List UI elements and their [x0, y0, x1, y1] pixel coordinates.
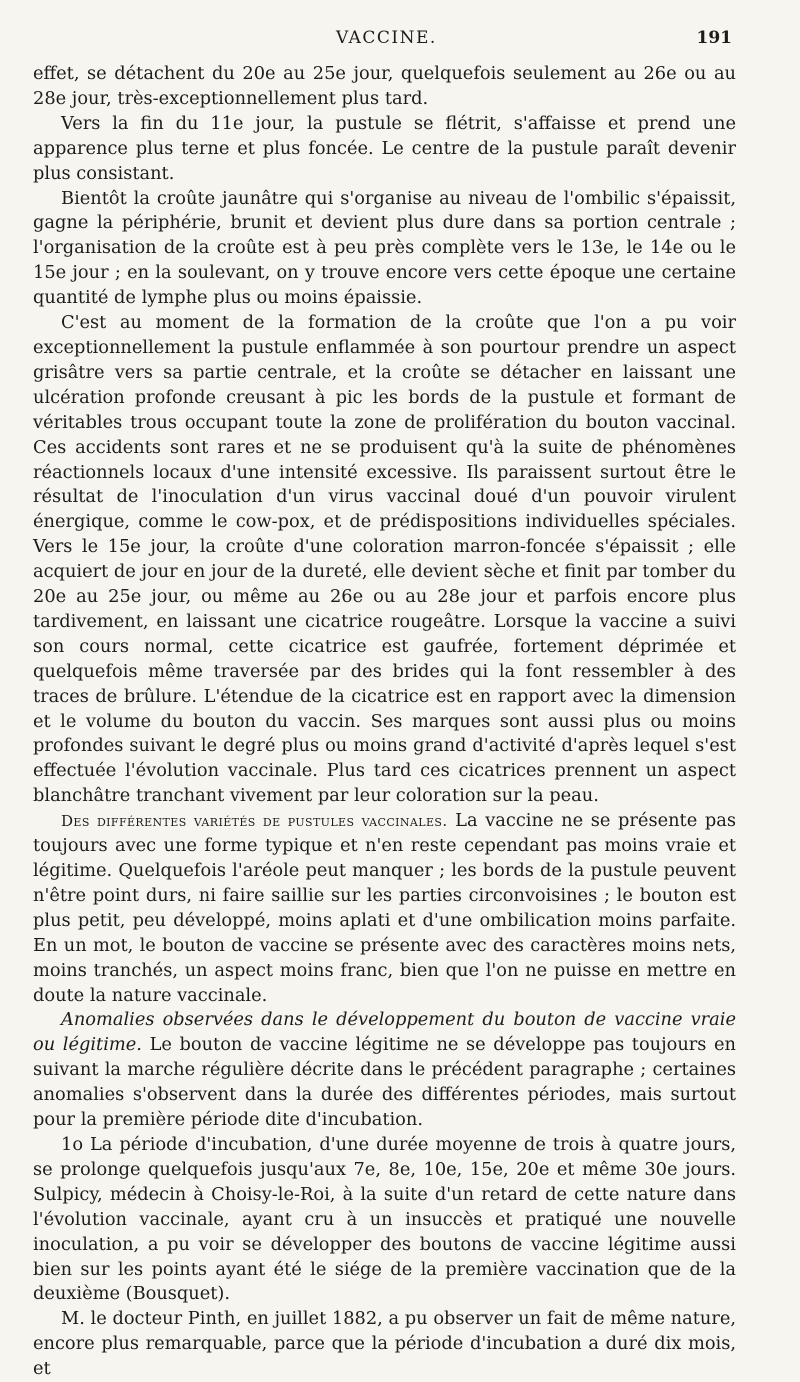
paragraph-text: Le bouton de vaccine légitime ne se développe pas toujours en suivant la marche régulière décrite dans le précédent paragraphe ; certaines anomalies s'observent dans la durée des différentes périodes, mais surtout pour la première période dite d'incubation. — [33, 1034, 737, 1131]
paragraph: effet, se détachent du 20e au 25e jour, quelquefois seulement au 26e ou au 28e jour, très-exceptionnellement plus tard. — [33, 63, 736, 109]
section-heading: Des différentes variétés de pustules vaccinales. — [61, 812, 448, 831]
paragraph: Vers la fin du 11e jour, la pustule se flétrit, s'affaisse et prend une apparence plus terne et plus foncée. Le centre de la pustule paraît devenir plus consistant. — [33, 112, 736, 184]
running-title: VACCINE. — [336, 28, 437, 48]
page-header — [0, 28, 800, 58]
paragraph: 1o La période d'incubation, d'une durée moyenne de trois à quatre jours, se prolonge quelquefois jusqu'aux 7e, 8e, 10e, 15e, 20e et même 30e jours. Sulpicy, médecin à Choisy-le-Roi, à la suite d'un retard de cette nature dans l'évolution vaccinale, ayant cru à un insuccès et pratiqué une nouvelle inoculation, a pu voir se développer des boutons de vaccine légitime aussi bien sur les points ayant été le siége de la première vaccination que de la deuxième (Bousquet). — [33, 1133, 736, 1305]
paragraph: C'est au moment de la formation de la croûte que l'on a pu voir exceptionnellement la pustule enflammée à son pourtour prendre un aspect grisâtre vers sa partie centrale, et la croûte se détacher en laissant une ulcération profonde creusant à pic les bords de la pustule et formant de véritables trous occupant toute la zone de prolifération du bouton vaccinal. Ces accidents sont rares et ne se produisent qu'à la suite de phénomènes réactionnels locaux d'une intensité excessive. Ils paraissent surtout être le résultat de l'inoculation d'un virus vaccinal doué d'un pouvoir virulent énergique, comme le cow-pox, et de prédispositions individuelles spéciales. Vers le 15e jour, la croûte d'une coloration marron-foncée s'épaissit ; elle acquiert de jour en jour de la dureté, elle devient sèche et finit par tomber du 20e au 25e jour, ou même au 26e ou au 28e jour et parfois encore plus tardivement, en laissant une cicatrice rougeâtre. Lorsque la vaccine a suivi son cours normal, cette cicatrice est gaufrée, fortement déprimée et quelquefois même traversée par des brides qui la font ressembler à des traces de brûlure. L'étendue de la cicatrice est en rapport avec la dimension et le volume du bouton du vaccin. Ses marques sont aussi plus ou moins profondes suivant le degré plus ou moins grand d'activité d'après lequel s'est effectuée l'évolution vaccinale. Plus tard ces cicatrices prennent un aspect blanchâtre tranchant vivement par leur coloration sur la peau. — [33, 312, 736, 807]
section-heading: Anomalies observées dans le développement du bouton de vaccine vraie ou légitime. — [33, 1009, 736, 1056]
paragraph-text: La vaccine ne se présente pas toujours avec une forme typique et n'en reste cependant pas moins vraie et légitime. Quelquefois l'aréole peut manquer ; les bords de la pustule peuvent n'être point durs, ni faire saillie sur les parties circonvoisines ; le bouton est plus petit, peu développé, moins aplati et d'une ombilication moins parfaite. En un mot, le bouton de vaccine se présente avec des caractères moins nets, moins tranchés, un aspect moins franc, bien que l'on ne puisse en mettre en doute la nature vaccinale. — [33, 810, 736, 1006]
paragraph — [33, 809, 736, 1008]
body-text — [33, 62, 736, 1382]
page-number: 191 — [696, 28, 732, 48]
paragraph: Bientôt la croûte jaunâtre qui s'organise au niveau de l'ombilic s'épaissit, gagne la périphérie, brunit et devient plus dure dans sa portion centrale ; l'organisation de la croûte est à peu près complète vers le 13e, le 14e ou le 15e jour ; en la soulevant, on y trouve encore vers cette époque une certaine quantité de lymphe plus ou moins épaissie. — [33, 187, 736, 309]
paragraph — [33, 1008, 736, 1133]
paragraph: M. le docteur Pinth, en juillet 1882, a pu observer un fait de même nature, encore plus remarquable, parce que la période d'incubation a duré dix mois, et — [33, 1308, 736, 1380]
